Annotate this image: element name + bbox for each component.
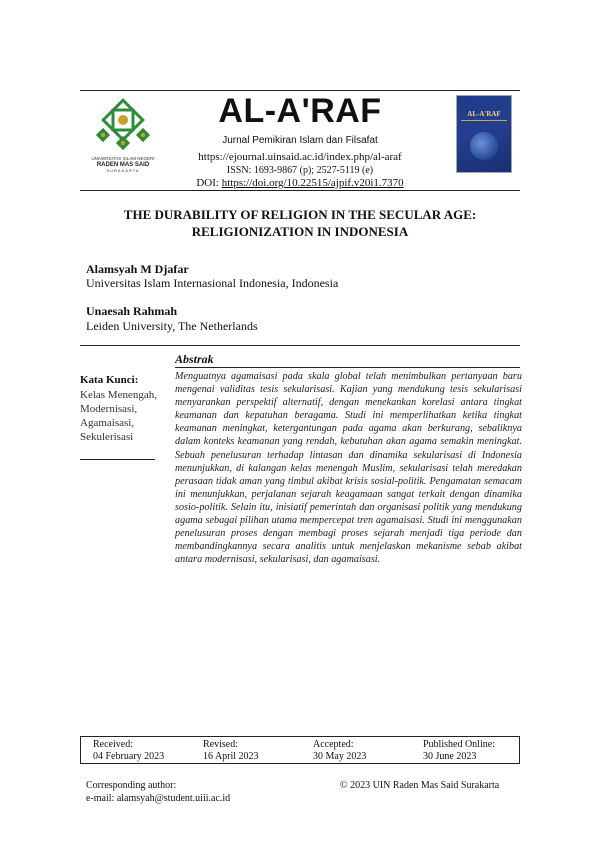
article-title-line1: THE DURABILITY OF RELIGION IN THE SECULAR AGE: (123, 207, 477, 222)
cover-title: AL-A'RAF (467, 110, 501, 118)
author-2-affiliation: Leiden University, The Netherlands (86, 319, 258, 333)
journal-cover-thumbnail (457, 96, 511, 172)
logo-emblem-icon (92, 96, 154, 158)
corresponding-email[interactable]: e-mail: alamsyah@student.uiii.ac.id (86, 793, 231, 804)
logo-university-text: UNIVERSITAS ISLAM NEGERI (91, 156, 155, 161)
header-top-rule (80, 90, 520, 91)
date-accepted-value: 30 May 2023 (313, 751, 367, 762)
date-revised-label: Revised: (203, 739, 238, 750)
article-title-line2: RELIGIONIZATION IN INDONESIA (191, 224, 409, 239)
keywords-rule (80, 459, 155, 460)
keyword-item: Sekulerisasi (80, 431, 134, 443)
abstract-heading: Abstrak (175, 352, 214, 366)
keyword-item: Modernisasi, (80, 403, 138, 415)
date-published (423, 739, 495, 763)
keywords-list (80, 388, 170, 444)
journal-doi (170, 177, 430, 189)
date-published-label: Published Online: (423, 739, 495, 750)
copyright-notice: © 2023 UIN Raden Mas Said Surakarta (340, 780, 500, 791)
cover-globe-icon (470, 132, 498, 160)
date-received-value: 04 February 2023 (93, 751, 165, 762)
logo-caption (84, 156, 162, 174)
keywords-heading: Kata Kunci: (80, 374, 139, 386)
keyword-item: Agamaisasi, (80, 417, 135, 429)
journal-url[interactable]: https://ejournal.uinsaid.ac.id/index.php/al-araf (198, 151, 402, 163)
abstract-text: Menguatnya agamaisasi pada skala global telah menimbulkan pertanyaan baru mengenai validitas tesis sekularisasi. Kajian yang mendukung tesis sekularisasi menyarankan perspektif alternatif, dengan menekankan korelasi antara tingkat keamanan dan kepatuhan beragama. Studi ini memperlihatkan ketika tingkat keamanan meningkat, ketergantungan pada agama akan berkurang, sebaliknya dalam konteks keamanan yang rendah, kebutuhan akan agama semakin meningkat. Sebuah penelusuran terhadap lintasan dan dinamika sekularisasi di Indonesia menunjukkan, di kalangan kelas menengah Muslim, sekularisasi telah meredakan perasaan tidak aman yang timbul akibat krisis sosial-politik. Pengamatan semacam ini menunjukkan, perjalanan sejarah keagamaan sangat terkait dengan dinamika sosio-politik. Selain itu, inisiatif pemerintah dan organisasi politik yang mendukung agama sebagai pilihan utama mempercepat tren agamaisasi. Studi ini menggunakan penelusuran proses dengan membagi proses sejarah menjadi tiga periode dan membandingkannya secara analitis untuk menjelaskan mekanisme sebab akibat antara modernisasi, sekularisasi, dan agamaisasi. (175, 371, 522, 566)
journal-title: AL-A'RAF (218, 92, 382, 130)
corresponding-label: Corresponding author: (86, 780, 177, 791)
author-2 (86, 304, 177, 319)
date-revised (203, 739, 259, 763)
date-received (93, 739, 164, 763)
authors-divider (80, 345, 520, 346)
author-1-name: Alamsyah M Djafar (86, 262, 189, 276)
dates-table (80, 736, 520, 764)
journal-issn: ISSN: 1693-9867 (p); 2527-5119 (e) (226, 165, 374, 176)
author-1-affiliation: Universitas Islam Internasional Indonesia, Indonesia (86, 276, 339, 290)
date-accepted (313, 739, 366, 763)
logo-city-text: SURAKARTA (106, 168, 140, 173)
author-2-name: Unaesah Rahmah (86, 304, 178, 318)
logo-name-text: RADEN MAS SAID (96, 162, 150, 168)
date-revised-value: 16 April 2023 (203, 751, 259, 762)
journal-subtitle: Jurnal Pemikiran Islam dan Filsafat (222, 135, 378, 146)
doi-link[interactable]: https://doi.org/10.22515/ajpif.v20i1.7370 (221, 177, 404, 189)
article-title (80, 206, 520, 240)
header-bottom-rule (80, 190, 520, 191)
corresponding-author (86, 779, 230, 805)
abstract-heading-rule (175, 367, 520, 368)
date-received-label: Received: (93, 739, 133, 750)
doi-label: DOI: (196, 177, 219, 189)
date-published-value: 30 June 2023 (423, 751, 477, 762)
author-1 (86, 262, 189, 277)
keyword-item: Kelas Menengah, (80, 389, 157, 401)
date-accepted-label: Accepted: (313, 739, 354, 750)
cover-divider (461, 120, 507, 121)
